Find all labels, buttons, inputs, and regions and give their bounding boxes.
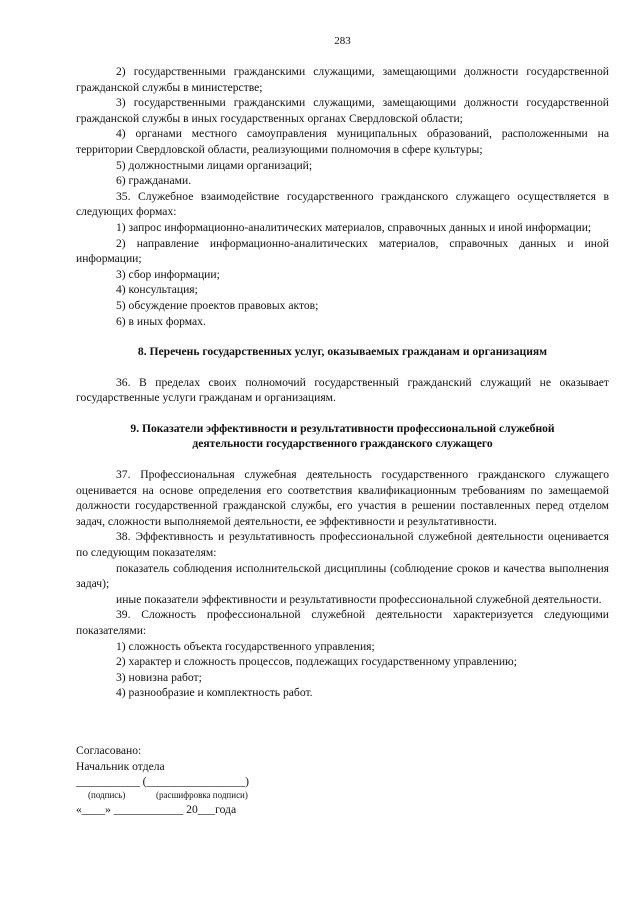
section-8-heading: 8. Перечень государственных услуг, оказываемых гражданам и организациям [137,345,548,359]
form-item-4: 4) консультация; [116,283,198,297]
form-item-2: 2) направление информационно-аналитических материалов, справочных данных и иной информации; [76,236,609,266]
complexity-item-1: 1) сложность объекта государственного управления; [116,639,375,653]
complexity-item-4: 4) разнообразие и комплектность работ. [116,686,313,700]
clause-35: 35. Служебное взаимодействие государственного гражданского служащего осуществляется в следующих формах: [76,189,609,219]
position-label: Начальник отдела [76,759,165,773]
list-item-5: 5) должностными лицами организаций; [116,158,313,172]
form-item-1: 1) запрос информационно-аналитических материалов, справочных данных и иной информации; [116,220,592,234]
section-9-heading-line1: 9. Показатели эффективности и результативности профессиональной служебной [130,421,555,435]
signature-hints [76,790,609,802]
agreed-label: Согласовано: [76,743,142,757]
page-number: 283 [334,35,351,47]
decoding-hint: (расшифровка подписи) [156,789,248,800]
signature-hint: (подпись) [88,789,126,800]
signature-block [76,743,609,817]
clause-39: 39. Сложность профессиональной служебной деятельности характеризуется следующими показателями: [76,608,609,637]
list-item-4: 4) органами местного самоуправления муниципальных образований, расположенными на территории Свердловской области, реализующими полномочия в сфере культуры; [76,127,609,156]
clause-38: 38. Эффективность и результативность профессиональной служебной деятельности оценивается по следующим показателям: [76,530,609,560]
form-item-3: 3) сбор информации; [116,267,220,281]
document-page [76,34,609,817]
clause-37: 37. Профессиональная служебная деятельность государственного гражданского служащего оценивается на основе определения его соответствия квалификационным требованиям по замещаемой должности государственной гражданской службы, его участия в решении поставленных перед отделом задач, сложности выполняемой деятельности, ее эффективности и результативности. [76,468,609,528]
clause-36: 36. В пределах своих полномочий государственный гражданский служащий не оказывает государственные услуги гражданам и организациям. [76,375,609,405]
indicator-discipline: показатель соблюдения исполнительской дисциплины (соблюдение сроков и качества выполнения задач); [76,561,609,591]
form-item-6: 6) в иных формах. [116,314,206,328]
indicator-other: иные показатели эффективности и результативности профессиональной служебной деятельности. [116,592,602,606]
section-9-heading-line2: деятельности государственного гражданского служащего [192,437,493,451]
form-item-5: 5) обсуждение проектов правовых актов; [116,298,319,312]
complexity-item-3: 3) новизна работ; [116,670,202,684]
signature-line: ___________ (_________________) [76,775,249,789]
list-item-3: 3) государственными гражданскими служащими, замещающими должности государственной гражданской службы в иных государственных органах Свердловской области; [76,96,609,125]
list-item-6: 6) гражданами. [116,174,192,188]
date-line: «____» ____________ 20___года [76,802,237,816]
complexity-item-2: 2) характер и сложность процессов, подлежащих государственному управлению; [116,655,517,669]
list-item-2: 2) государственными гражданскими служащими, замещающими должности государственной гражданской службы в министерстве; [76,65,609,94]
